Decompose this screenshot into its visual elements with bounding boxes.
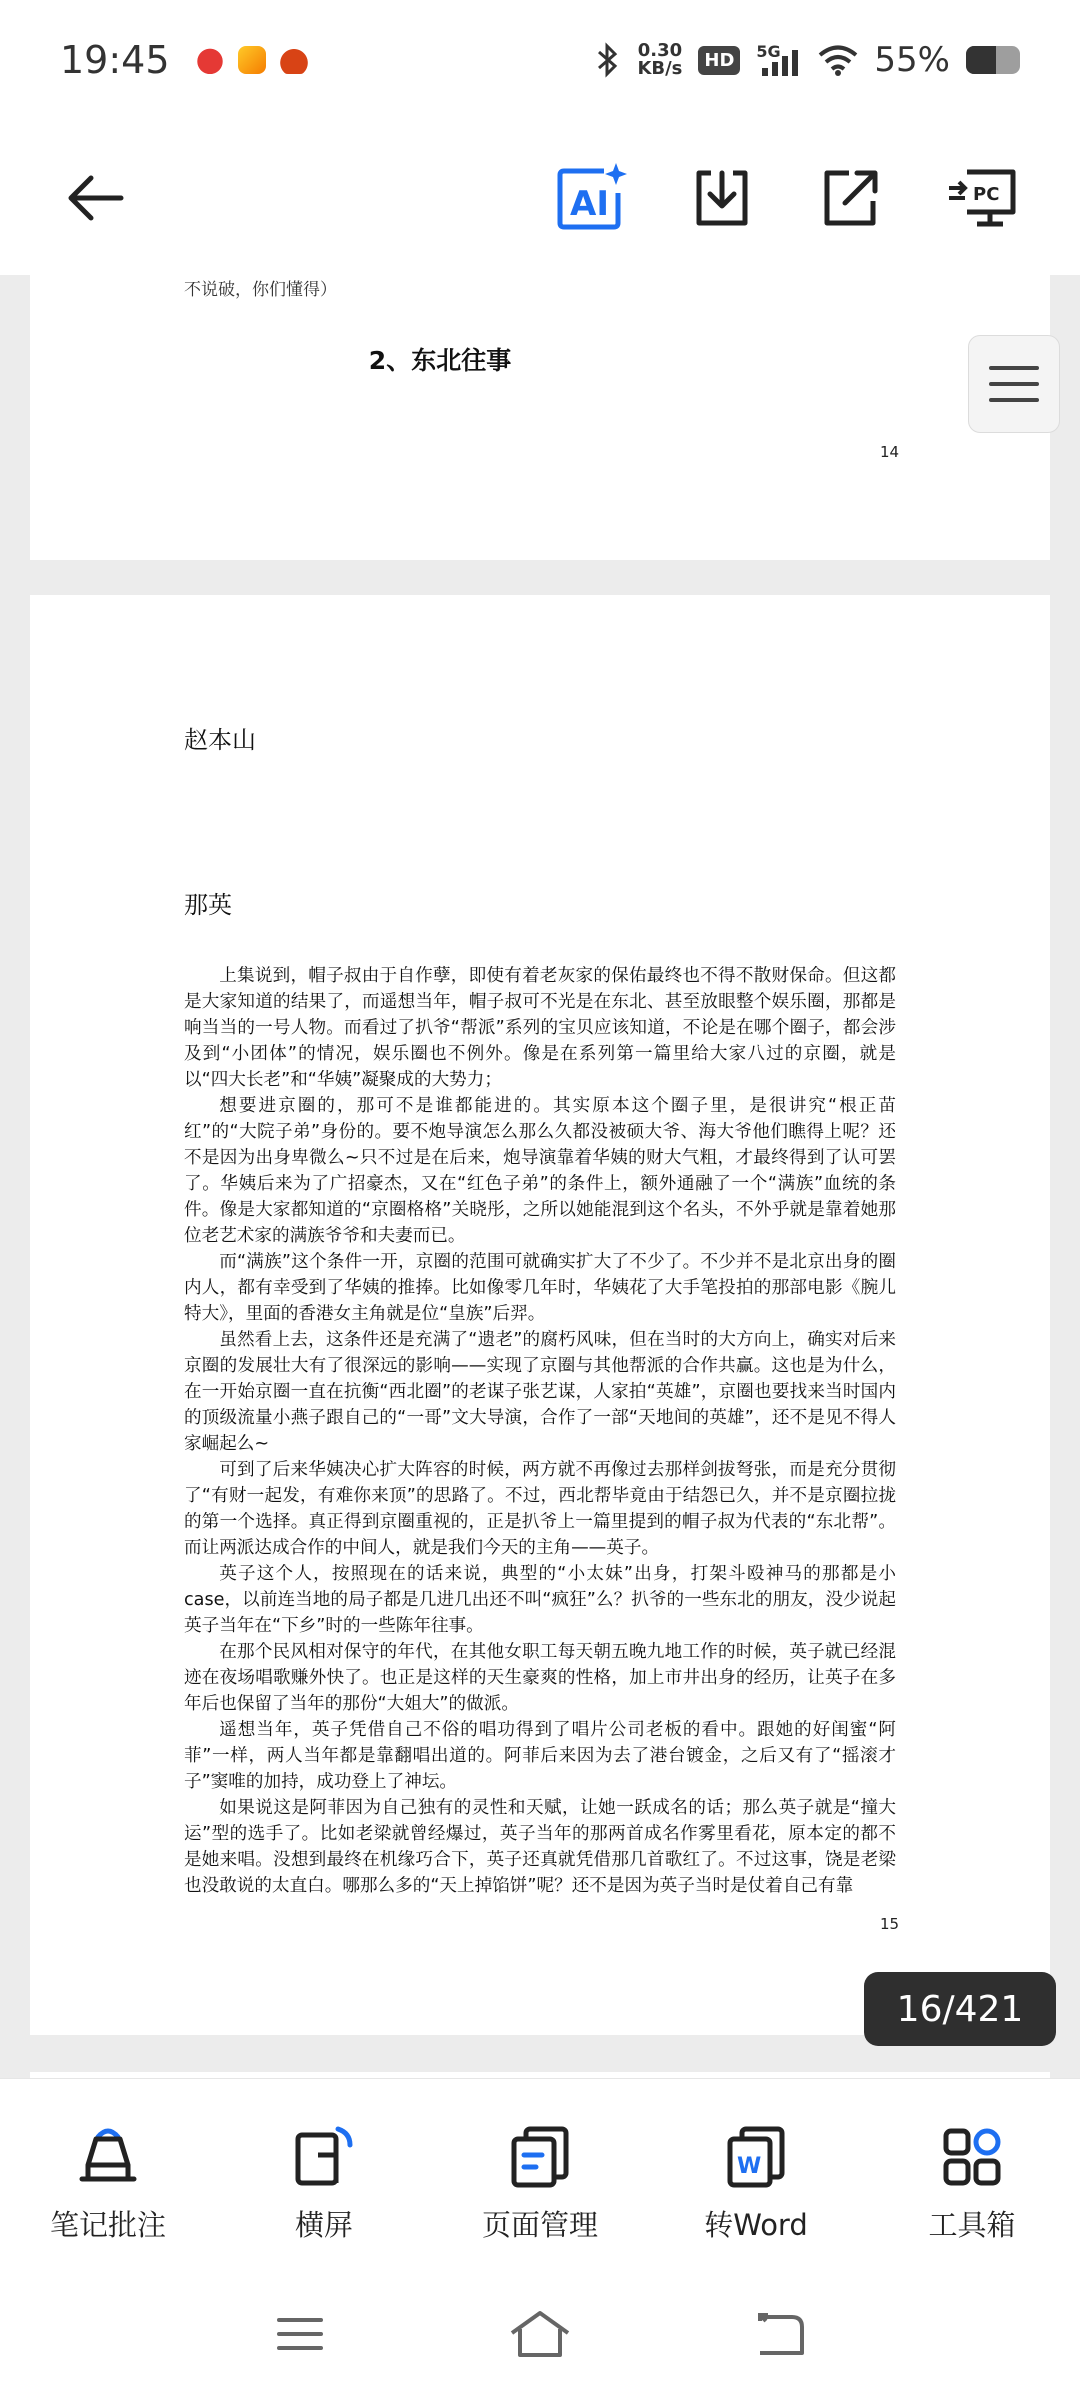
notification-icons bbox=[196, 46, 308, 74]
toolbox-icon bbox=[940, 2125, 1004, 2189]
home-icon bbox=[508, 2309, 572, 2359]
back-nav-button[interactable] bbox=[740, 2302, 820, 2366]
network-speed-unit: KB/s bbox=[637, 58, 683, 79]
landscape-label: 横屏 bbox=[294, 2208, 353, 2242]
battery-percent: 55% bbox=[874, 40, 950, 80]
heading-name-1: 赵本山 bbox=[184, 726, 256, 754]
app-notification-icon bbox=[196, 46, 224, 74]
game-app-notification-icon bbox=[280, 46, 308, 74]
page-manage-label: 页面管理 bbox=[481, 2208, 598, 2242]
share-icon bbox=[819, 167, 881, 229]
network-speed bbox=[637, 42, 682, 78]
arrow-left-icon bbox=[65, 173, 125, 223]
bluetooth-icon bbox=[595, 42, 621, 78]
paragraph: 遥想当年，英子凭借自己不俗的唱功得到了唱片公司老板的看中。跟她的好闺蜜“阿菲”一样，两人当年都是靠翻唱出道的。阿菲后来因为去了港台镀金，之后又有了“摇滚才子”窦唯的加持，成功登上了神坛。 bbox=[184, 1720, 896, 1792]
annotate-button[interactable] bbox=[0, 2079, 216, 2272]
heading-name-2: 那英 bbox=[184, 891, 232, 919]
document-page-14 bbox=[30, 275, 1050, 560]
chapter-title: 2、东北往事 bbox=[368, 346, 512, 375]
page-number: 15 bbox=[880, 1915, 900, 1933]
status-right bbox=[595, 40, 1020, 80]
signal-generation: 5G bbox=[756, 42, 781, 61]
menu-lines-icon bbox=[275, 2314, 325, 2354]
battery-level bbox=[966, 46, 996, 74]
paragraph: 上集说到，帽子叔由于自作孽，即使有着老灰家的保佑最终也不得不散财保命。但这都是大家知道的结果了，而遥想当年，帽子叔可不光是在东北、甚至放眼整个娱乐圈，那都是响当当的一号人物。而看过了扒爷“帮派”系列的宝贝应该知道，不论是在哪个圈子，都会涉及到“小团体”的情况，娱乐圈也不例外。像是在系列第一篇里给大家八过的京圈，就是以“四大长老”和“华姨”凝聚成的大势力； bbox=[184, 966, 896, 1090]
word-convert-icon bbox=[724, 2125, 788, 2189]
convert-word-button[interactable] bbox=[648, 2079, 864, 2272]
ai-label: AI bbox=[570, 184, 609, 224]
pc-transfer-icon bbox=[947, 166, 1017, 230]
top-toolbar bbox=[0, 120, 1080, 275]
convert-word-label: 转Word bbox=[704, 2208, 808, 2242]
toolbox-button[interactable] bbox=[864, 2079, 1080, 2272]
paragraph: 在那个民风相对保守的年代，在其他女职工每天朝五晚九地工作的时候，英子就已经混迹在夜场唱歌赚外快了。也正是这样的天生豪爽的性格，加上市井出身的经历，让英子在多年后也保留了当年的那份“大姐大”的做派。 bbox=[184, 1642, 896, 1714]
system-navigation-bar bbox=[0, 2272, 1080, 2400]
pc-label: PC bbox=[973, 184, 1000, 205]
battery-icon bbox=[966, 46, 1020, 74]
svg-text:W: W bbox=[737, 2154, 762, 2179]
body-text bbox=[184, 963, 896, 1899]
hd-badge: HD bbox=[698, 46, 740, 75]
page-manage-icon bbox=[508, 2125, 572, 2189]
paragraph: 虽然看上去，这条件还是充满了“遗老”的腐朽风味，但在当时的大方向上，确实对后来京圈的发展壮大有了很深远的影响——实现了京圈与其他帮派的合作共赢。这也是为什么，在一开始京圈一直在抗衡“西北圈”的老谋子张艺谋，人家拍“英雄”，京圈也要找来当时国内的顶级流量小燕子跟自己的“一哥”文大导演，合作了一部“天地间的英雄”，还不是见不得人家崛起么~ bbox=[184, 1330, 896, 1454]
page-manage-button[interactable] bbox=[432, 2079, 648, 2272]
landscape-button[interactable] bbox=[216, 2079, 432, 2272]
download-icon bbox=[691, 167, 753, 229]
network-speed-value: 0.30 bbox=[637, 40, 683, 61]
rotate-landscape-icon bbox=[292, 2125, 356, 2189]
toolbox-label: 工具箱 bbox=[928, 2208, 1016, 2242]
status-time: 19:45 bbox=[60, 38, 170, 82]
home-button[interactable] bbox=[500, 2302, 580, 2366]
bottom-toolbar bbox=[0, 2078, 1080, 2272]
annotate-label: 笔记批注 bbox=[49, 2208, 166, 2242]
page-number: 14 bbox=[880, 443, 900, 461]
paragraph: 而“满族”这个条件一开，京圈的范围可就确实扩大了不少了。不少并不是北京出身的圈内人，都有幸受到了华姨的推捧。比如像零几年时，华姨花了大手笔投拍的那部电影《腕儿特大》，里面的香港女主角就是位“皇族”后羿。 bbox=[184, 1252, 896, 1324]
pc-button[interactable] bbox=[932, 148, 1032, 248]
ai-button[interactable] bbox=[542, 148, 642, 248]
document-page-15 bbox=[30, 595, 1050, 2035]
previous-page-text: 不说破，你们懂得） bbox=[184, 280, 337, 300]
paragraph: 可到了后来华姨决心扩大阵容的时候，两方就不再像过去那样剑拔弩张，而是充分贯彻了“有财一起发，有难你来顶”的思路了。不过，西北帮毕竟由于结怨已久，并不是京圈拉拢的第一个选择。真正得到京圈重视的，正是扒爷上一篇里提到的帽子叔为代表的“东北帮”。而让两派达成合作的中间人，就是我们今天的主角——英子。 bbox=[184, 1460, 896, 1558]
paragraph: 如果说这是阿菲因为自己独有的灵性和天赋，让她一跃成名的话；那么英子就是“撞大运”型的选手了。比如老梁就曾经爆过，英子当年的那两首成名作雾里看花，原本定的都不是她来唱。没想到最终在机缘巧合下，英子还真就凭借那几首歌红了。不过这事，饶是老梁也没敢说的太直白。哪那么多的“天上掉馅饼”呢？还不是因为英子当时是仗着自己有靠 bbox=[184, 1798, 896, 1896]
cellular-signal-icon bbox=[756, 42, 802, 78]
paragraph: 英子这个人，按照现在的话来说，典型的“小太妹”出身，打架斗殴神马的那都是小case，以前连当地的局子都是几进几出还不叫“疯狂”么？扒爷的一些东北的朋友，没少说起英子当年在“下乡”时的一些陈年往事。 bbox=[184, 1564, 896, 1636]
floating-menu-button[interactable] bbox=[968, 335, 1060, 433]
download-button[interactable] bbox=[672, 148, 772, 248]
back-nav-icon bbox=[752, 2309, 808, 2359]
status-bar bbox=[0, 0, 1080, 120]
paragraph: 想要进京圈的，那可不是谁都能进的。其实原本这个圈子里，是很讲究“根正苗红”的“大院子弟”身份的。要不炮导演怎么那么久都没被硕大爷、海大爷他们瞧得上呢？还不是因为出身卑微么~只不过是在后来，炮导演靠着华姨的财大气粗，才最终得到了认可罢了。华姨后来为了广招豪杰，又在“红色子弟”的条件上，额外通融了一个“满族”血统的条件。像是大家都知道的“京圈格格”关晓彤，之所以她能混到这个名头，不外乎就是靠着她那位老艺术家的满族爷爷和夫妻而已。 bbox=[184, 1096, 896, 1246]
back-button[interactable] bbox=[45, 148, 145, 248]
page-counter: 16/421 bbox=[864, 1972, 1056, 2046]
recent-apps-button[interactable] bbox=[260, 2302, 340, 2366]
pen-annotate-icon bbox=[76, 2125, 140, 2189]
menu-icon bbox=[989, 366, 1039, 370]
wifi-icon bbox=[818, 44, 858, 76]
share-button[interactable] bbox=[800, 148, 900, 248]
ai-icon bbox=[554, 163, 630, 233]
video-app-notification-icon bbox=[238, 46, 266, 74]
